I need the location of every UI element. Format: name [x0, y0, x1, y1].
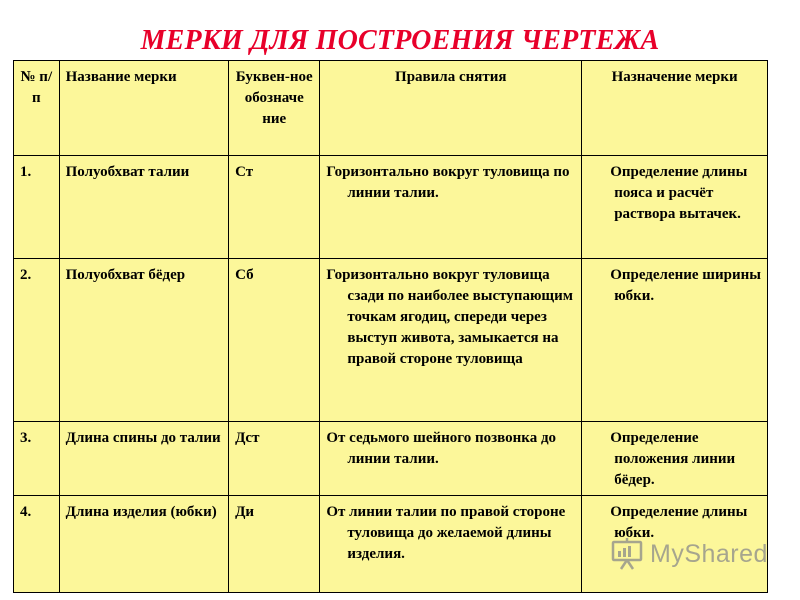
cell-name: Длина изделия (юбки) [59, 496, 228, 593]
cell-rules: От линии талии по правой стороне туловища до желаемой длины изделия. [320, 496, 582, 593]
header-rules: Правила снятия [320, 61, 582, 156]
cell-letter: Ди [229, 496, 320, 593]
table-row [14, 259, 768, 422]
cell-rules: Горизонтально вокруг туловища сзади по наиболее выступающим точкам ягодиц, спереди через выступ живота, замыкается на правой стороне туловища [320, 259, 582, 422]
cell-num: 2. [14, 259, 60, 422]
table-row [14, 422, 768, 496]
cell-purpose: Определение длины юбки. [582, 496, 768, 593]
cell-name: Полуобхват бёдер [59, 259, 228, 422]
cell-letter: Сб [229, 259, 320, 422]
cell-num: 4. [14, 496, 60, 593]
header-purpose: Назначение мерки [582, 61, 768, 156]
cell-num: 1. [14, 156, 60, 259]
cell-rules: От седьмого шейного позвонка до линии талии. [320, 422, 582, 496]
cell-letter: Дст [229, 422, 320, 496]
cell-name: Длина спины до талии [59, 422, 228, 496]
watermark-text: MyShared [650, 539, 768, 568]
cell-purpose: Определение ширины юбки. [582, 259, 768, 422]
presentation-board-icon [610, 537, 644, 571]
watermark [610, 536, 768, 572]
cell-purpose: Определение положения линии бёдер. [582, 422, 768, 496]
table-header-row [14, 61, 768, 156]
header-num: № п/п [14, 61, 60, 156]
header-letter: Буквен-ное обозначе ние [229, 61, 320, 156]
cell-rules: Горизонтально вокруг туловища по линии талии. [320, 156, 582, 259]
cell-name: Полуобхват талии [59, 156, 228, 259]
table-row [14, 156, 768, 259]
measures-table [13, 60, 768, 593]
header-name: Название мерки [59, 61, 228, 156]
cell-num: 3. [14, 422, 60, 496]
cell-letter: Ст [229, 156, 320, 259]
cell-purpose: Определение длины пояса и расчёт раствора вытачек. [582, 156, 768, 259]
page-title: МЕРКИ ДЛЯ ПОСТРОЕНИЯ ЧЕРТЕЖА [140, 25, 660, 56]
